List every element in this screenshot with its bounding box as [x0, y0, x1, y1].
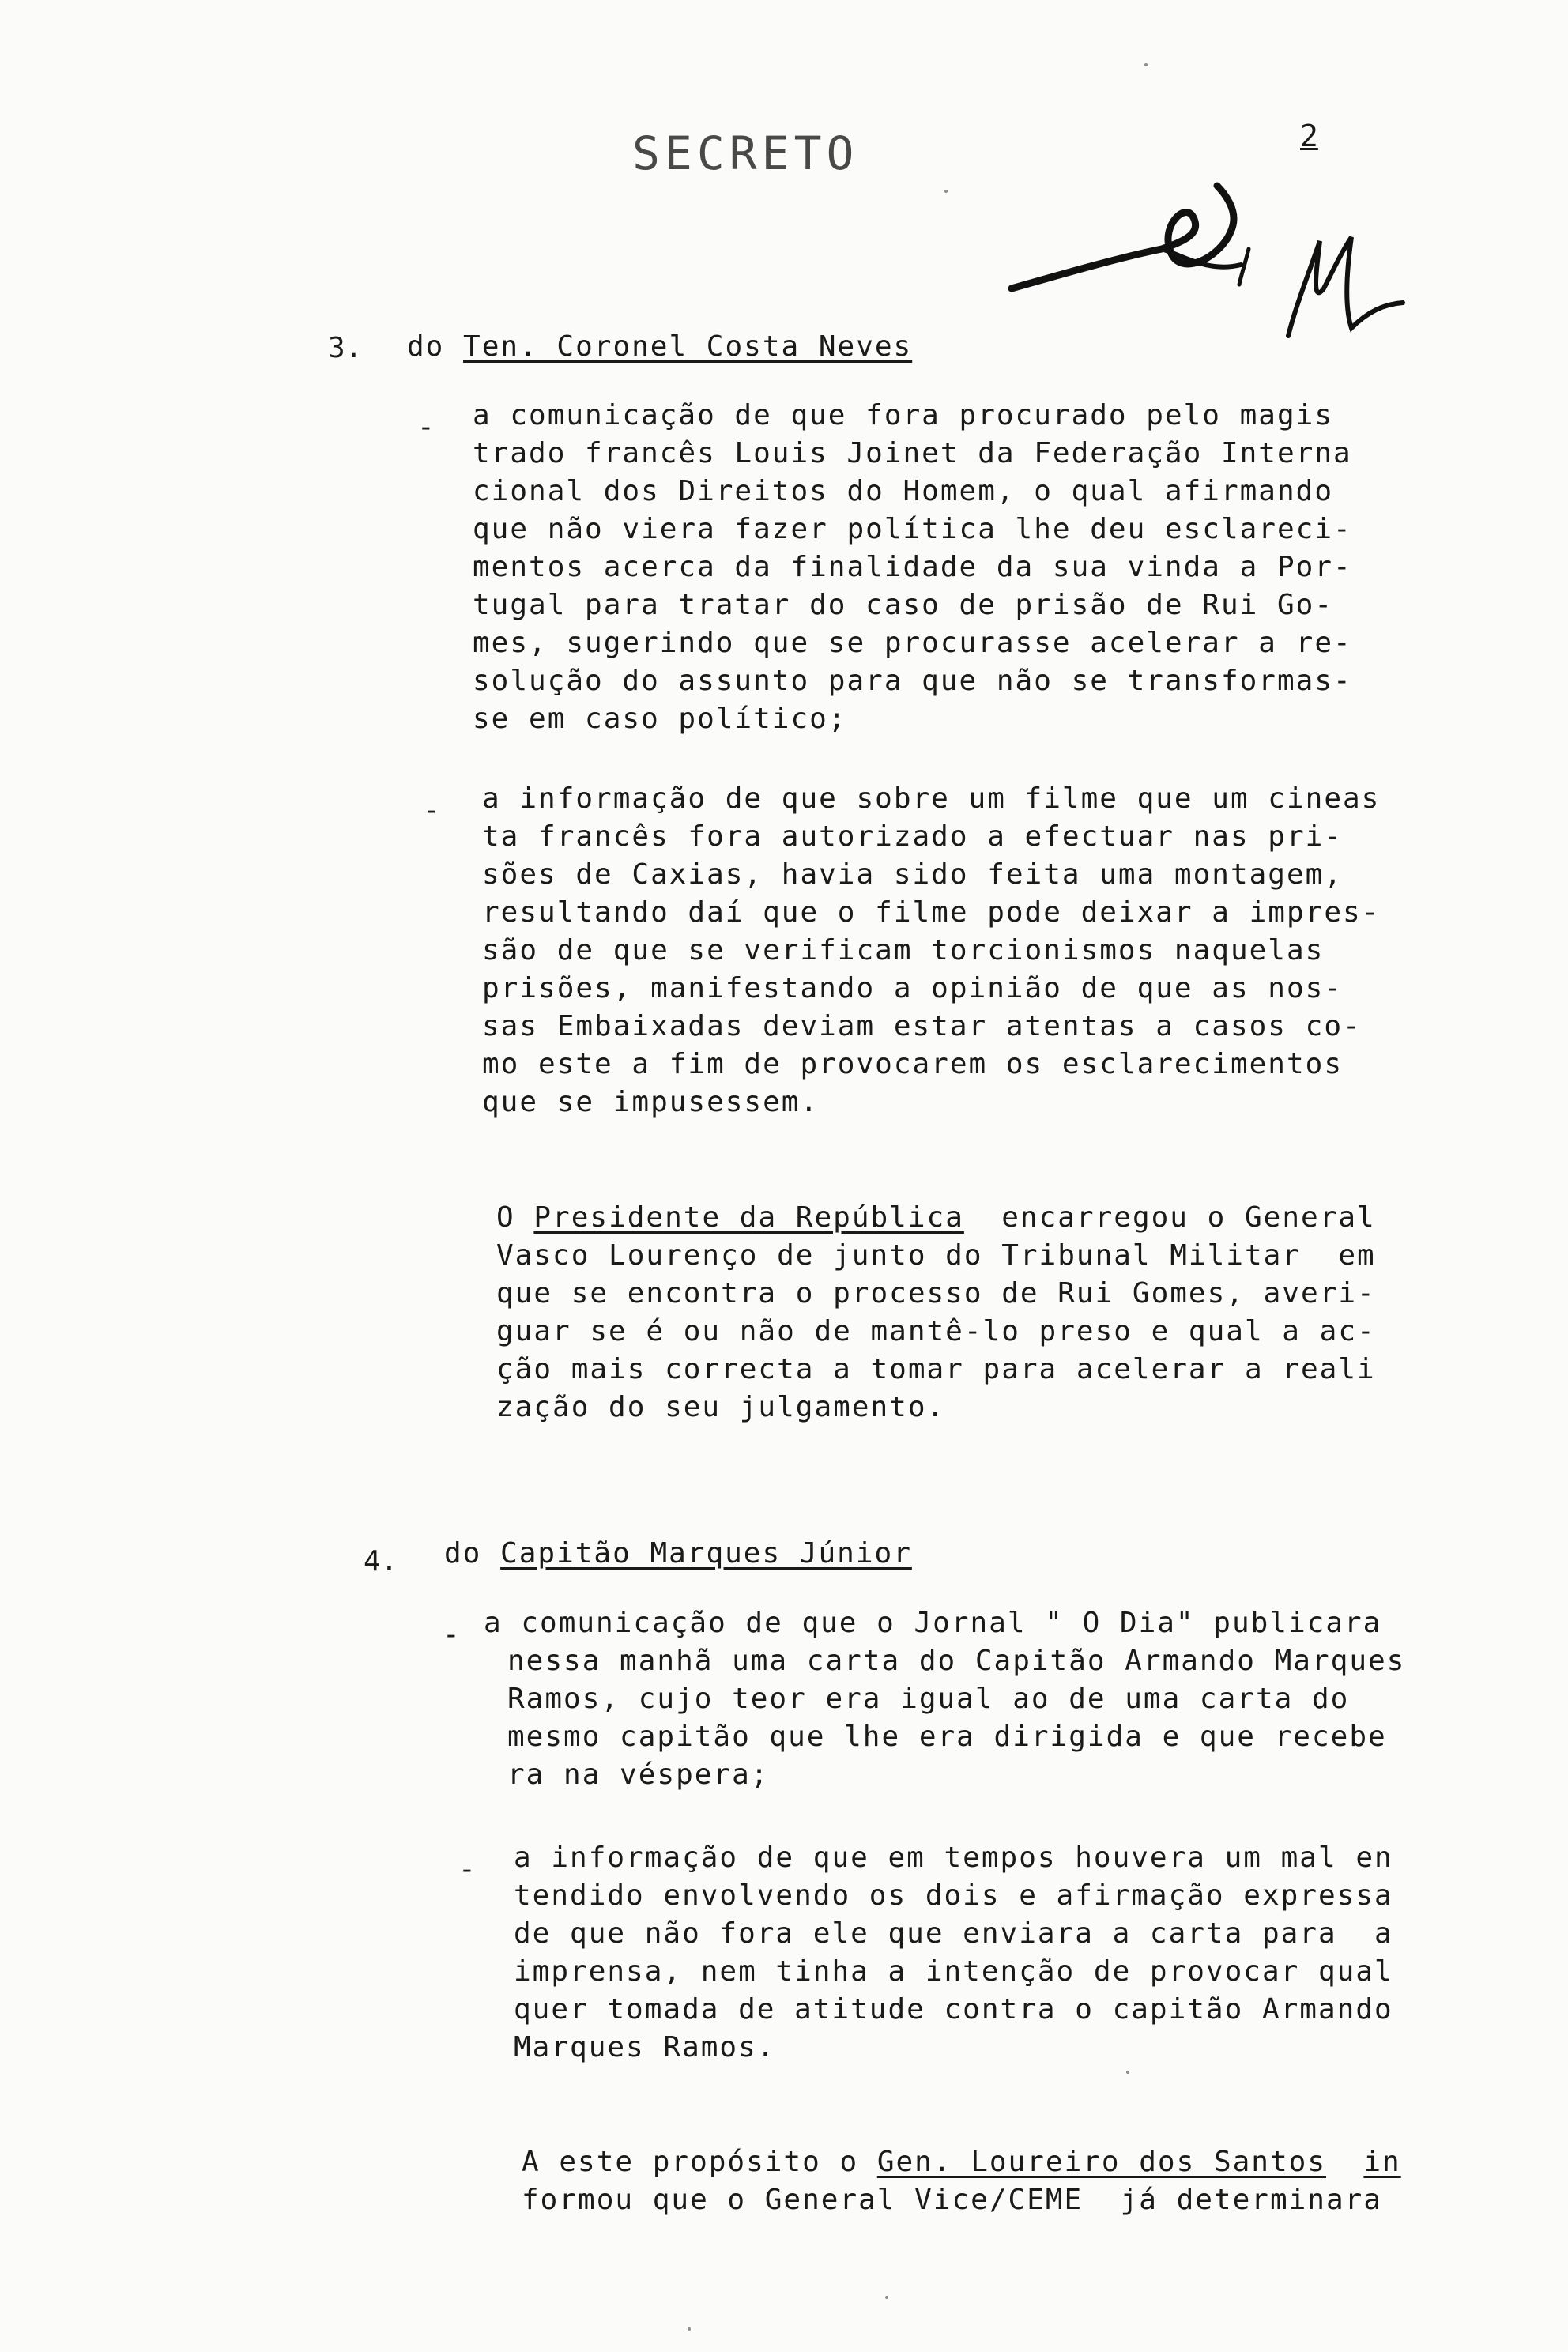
scan-speck: [1144, 63, 1148, 66]
s4-para-prefix: A este propósito o: [522, 2146, 859, 2178]
s3-b1-line-4: que não viera fazer política lhe deu esclareci-: [473, 513, 1352, 545]
s3-b1-line-1: a comunicação de que fora procurado pelo magis: [473, 399, 1333, 432]
s3-para-line-4: guar se é ou não de mantê-lo preso e qual a ac-: [496, 1315, 1376, 1348]
section-4-heading: [444, 1537, 912, 1570]
s3-b2-line-7: sas Embaixadas deviam estar atentas a casos co-: [482, 1010, 1362, 1042]
handwritten-signature: [1004, 170, 1415, 360]
s4-b2-line-5: quer tomada de atitude contra o capitão Armando: [514, 1993, 1393, 2026]
s4-b1-line-4: mesmo capitão que lhe era dirigida e que recebe: [507, 1721, 1387, 1753]
section-3-intro: do: [407, 330, 445, 363]
s3-para-line-3: que se encontra o processo de Rui Gomes, averi-: [496, 1277, 1376, 1310]
bullet-dash: -: [423, 794, 440, 827]
section-4-number: 4.: [364, 1545, 398, 1577]
bullet-dash: -: [443, 1619, 460, 1651]
s4-b1-line-5: ra na véspera;: [507, 1758, 770, 1791]
s4-para-line-1: [522, 2146, 1401, 2178]
s3-b1-line-3: cional dos Direitos do Homem, o qual afirmando: [473, 475, 1333, 507]
scan-speck: [688, 2328, 691, 2331]
classification-stamp: SECRETO: [632, 126, 859, 180]
s3-para-line-6: zação do seu julgamento.: [496, 1391, 946, 1423]
s4-b1-line-3: Ramos, cujo teor era igual ao de uma carta do: [507, 1683, 1350, 1715]
section-3-number: 3.: [328, 332, 363, 364]
s4-para-suffix: in: [1363, 2146, 1401, 2178]
s3-para-suffix: encarregou o General: [1001, 1201, 1376, 1234]
s4-b2-line-6: Marques Ramos.: [514, 2031, 776, 2064]
page-number: 2: [1300, 119, 1318, 153]
s3-b2-line-5: são de que se verificam torcionismos naquelas: [482, 934, 1325, 967]
s3-para-prefix: O: [496, 1201, 515, 1234]
s4-b2-line-2: tendido envolvendo os dois e afirmação expressa: [514, 1879, 1393, 1912]
section-3-person: Ten. Coronel Costa Neves: [463, 330, 913, 363]
s3-b1-line-9: se em caso político;: [473, 703, 847, 735]
s4-b2-line-1: a informação de que em tempos houvera um mal en: [514, 1841, 1393, 1874]
s3-b2-line-2: ta francês fora autorizado a efectuar nas pri-: [482, 820, 1343, 853]
s3-b2-line-4: resultando daí que o filme pode deixar a impres-: [482, 896, 1381, 929]
scan-speck: [1126, 2071, 1129, 2074]
scan-speck: [885, 2296, 888, 2299]
s3-b1-line-8: solução do assunto para que não se transformas-: [473, 665, 1352, 697]
s4-b1-line-1: a comunicação de que o Jornal " O Dia" publicara: [484, 1607, 1382, 1639]
section-3-heading: [407, 330, 912, 363]
s4-b2-line-3: de que não fora ele que enviara a carta para a: [514, 1917, 1393, 1950]
s4-para-person: Gen. Loureiro dos Santos: [876, 2146, 1326, 2178]
s3-b2-line-3: sões de Caxias, havia sido feita uma montagem,: [482, 858, 1343, 891]
section-4-person: Capitão Marques Júnior: [500, 1537, 912, 1570]
s3-para-person: Presidente da República: [533, 1201, 964, 1234]
s3-b1-line-2: trado francês Louis Joinet da Federação Interna: [473, 437, 1352, 469]
s3-b1-line-6: tugal para tratar do caso de prisão de Rui Go-: [473, 589, 1333, 621]
section-4-intro: do: [444, 1537, 482, 1570]
s3-b2-line-9: que se impusessem.: [482, 1086, 820, 1118]
s4-para-line-2: formou que o General Vice/CEME já determinara: [522, 2184, 1382, 2216]
s3-para-line-2: Vasco Lourenço de junto do Tribunal Militar em: [496, 1239, 1376, 1272]
s3-para-line-5: ção mais correcta a tomar para acelerar a reali: [496, 1353, 1376, 1385]
bullet-dash: -: [458, 1853, 476, 1886]
scan-speck: [944, 190, 948, 193]
s3-b2-line-6: prisões, manifestando a opinião de que as nos-: [482, 972, 1343, 1004]
s3-b2-line-8: mo este a fim de provocarem os esclarecimentos: [482, 1048, 1343, 1080]
s4-b2-line-4: imprensa, nem tinha a intenção de provocar qual: [514, 1955, 1393, 1988]
bullet-dash: -: [417, 411, 435, 443]
s3-para-line-1: [496, 1201, 1376, 1234]
s3-b1-line-7: mes, sugerindo que se procurasse acelerar a re-: [473, 627, 1352, 659]
s4-b1-line-2: nessa manhã uma carta do Capitão Armando Marques: [507, 1645, 1406, 1677]
s3-b1-line-5: mentos acerca da finalidade da sua vinda a Por-: [473, 551, 1352, 583]
s3-b2-line-1: a informação de que sobre um filme que um cineas: [482, 782, 1381, 815]
